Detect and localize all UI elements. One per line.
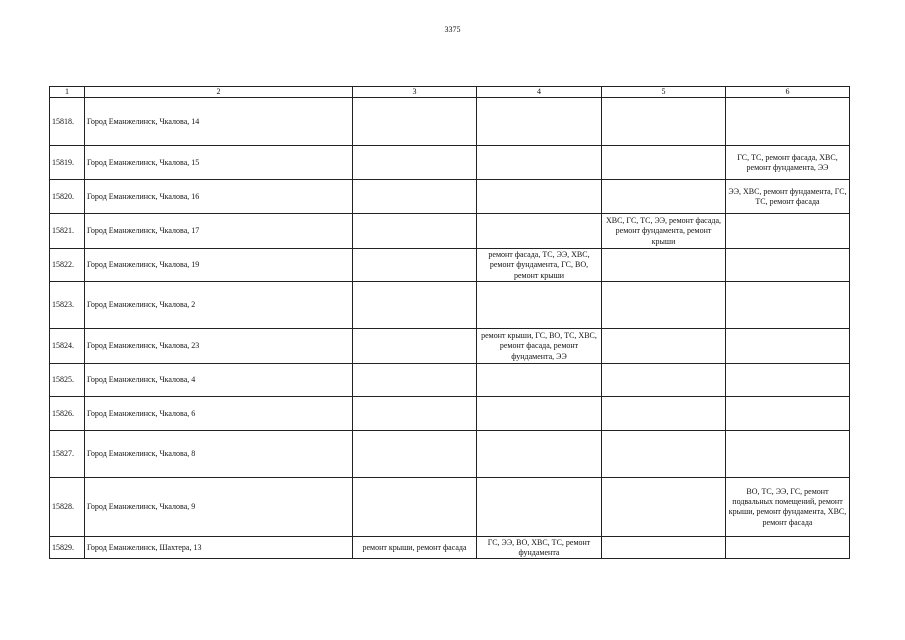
table-row bbox=[50, 397, 850, 431]
row-number: 15828. bbox=[50, 478, 85, 537]
row-col3 bbox=[353, 478, 477, 537]
row-col6 bbox=[726, 397, 850, 431]
row-col6 bbox=[726, 98, 850, 146]
row-col5 bbox=[602, 397, 726, 431]
row-col4: ГС, ЭЭ, ВО, ХВС, ТС, ремонт фундамента bbox=[477, 537, 602, 559]
row-col4 bbox=[477, 146, 602, 180]
row-col5 bbox=[602, 329, 726, 364]
column-header-5: 5 bbox=[602, 87, 726, 98]
row-number: 15819. bbox=[50, 146, 85, 180]
row-col6 bbox=[726, 249, 850, 282]
row-col4 bbox=[477, 180, 602, 214]
row-number: 15825. bbox=[50, 364, 85, 397]
table-row bbox=[50, 214, 850, 249]
row-col3 bbox=[353, 364, 477, 397]
row-col5 bbox=[602, 537, 726, 559]
table-row bbox=[50, 329, 850, 364]
column-header-2: 2 bbox=[85, 87, 353, 98]
row-col3: ремонт крыши, ремонт фасада bbox=[353, 537, 477, 559]
row-col5 bbox=[602, 431, 726, 478]
row-address: Город Еманжелинск, Чкалова, 17 bbox=[85, 214, 353, 249]
row-address: Город Еманжелинск, Чкалова, 4 bbox=[85, 364, 353, 397]
row-col5 bbox=[602, 180, 726, 214]
row-col5 bbox=[602, 98, 726, 146]
page-number: 3375 bbox=[444, 25, 461, 34]
row-col6 bbox=[726, 431, 850, 478]
row-col5 bbox=[602, 249, 726, 282]
table-row bbox=[50, 180, 850, 214]
row-col3 bbox=[353, 249, 477, 282]
column-header-4: 4 bbox=[477, 87, 602, 98]
table-row bbox=[50, 98, 850, 146]
row-col3 bbox=[353, 98, 477, 146]
row-col5 bbox=[602, 478, 726, 537]
row-number: 15824. bbox=[50, 329, 85, 364]
table-header-row bbox=[50, 87, 850, 98]
row-col4: ремонт крыши, ГС, ВО, ТС, ХВС, ремонт фасада, ремонт фундамента, ЭЭ bbox=[477, 329, 602, 364]
row-number: 15820. bbox=[50, 180, 85, 214]
table-row bbox=[50, 537, 850, 559]
row-col4 bbox=[477, 397, 602, 431]
row-col3 bbox=[353, 431, 477, 478]
row-address: Город Еманжелинск, Чкалова, 9 bbox=[85, 478, 353, 537]
row-address: Город Еманжелинск, Чкалова, 23 bbox=[85, 329, 353, 364]
column-header-3: 3 bbox=[353, 87, 477, 98]
row-col6 bbox=[726, 282, 850, 329]
table-row bbox=[50, 364, 850, 397]
row-col3 bbox=[353, 214, 477, 249]
table-row bbox=[50, 249, 850, 282]
row-col4 bbox=[477, 98, 602, 146]
row-col3 bbox=[353, 282, 477, 329]
row-col4 bbox=[477, 214, 602, 249]
row-number: 15822. bbox=[50, 249, 85, 282]
row-address: Город Еманжелинск, Шахтера, 13 bbox=[85, 537, 353, 559]
row-number: 15823. bbox=[50, 282, 85, 329]
table-row bbox=[50, 431, 850, 478]
row-number: 15826. bbox=[50, 397, 85, 431]
row-number: 15827. bbox=[50, 431, 85, 478]
row-col6 bbox=[726, 364, 850, 397]
row-address: Город Еманжелинск, Чкалова, 19 bbox=[85, 249, 353, 282]
row-col5 bbox=[602, 364, 726, 397]
row-address: Город Еманжелинск, Чкалова, 15 bbox=[85, 146, 353, 180]
row-number: 15821. bbox=[50, 214, 85, 249]
row-col6: ВО, ТС, ЭЭ, ГС, ремонт подвальных помещений, ремонт крыши, ремонт фундамента, ХВС, ремонт фасада bbox=[726, 478, 850, 537]
column-header-1: 1 bbox=[50, 87, 85, 98]
row-number: 15818. bbox=[50, 98, 85, 146]
row-address: Город Еманжелинск, Чкалова, 14 bbox=[85, 98, 353, 146]
row-col4: ремонт фасада, ТС, ЭЭ, ХВС, ремонт фундамента, ГС, ВО, ремонт крыши bbox=[477, 249, 602, 282]
row-number: 15829. bbox=[50, 537, 85, 559]
row-col5: ХВС, ГС, ТС, ЭЭ, ремонт фасада, ремонт фундамента, ремонт крыши bbox=[602, 214, 726, 249]
row-address: Город Еманжелинск, Чкалова, 16 bbox=[85, 180, 353, 214]
row-col3 bbox=[353, 180, 477, 214]
row-address: Город Еманжелинск, Чкалова, 6 bbox=[85, 397, 353, 431]
row-col6: ЭЭ, ХВС, ремонт фундамента, ГС, ТС, ремонт фасада bbox=[726, 180, 850, 214]
row-address: Город Еманжелинск, Чкалова, 8 bbox=[85, 431, 353, 478]
row-col6 bbox=[726, 537, 850, 559]
row-col5 bbox=[602, 146, 726, 180]
table-row bbox=[50, 146, 850, 180]
row-col3 bbox=[353, 397, 477, 431]
row-col4 bbox=[477, 431, 602, 478]
row-col3 bbox=[353, 146, 477, 180]
row-col6: ГС, ТС, ремонт фасада, ХВС, ремонт фундамента, ЭЭ bbox=[726, 146, 850, 180]
table-row bbox=[50, 282, 850, 329]
row-col4 bbox=[477, 364, 602, 397]
row-col6 bbox=[726, 214, 850, 249]
row-col4 bbox=[477, 282, 602, 329]
row-col3 bbox=[353, 329, 477, 364]
row-col4 bbox=[477, 478, 602, 537]
row-col5 bbox=[602, 282, 726, 329]
repair-registry-table bbox=[49, 86, 850, 559]
column-header-6: 6 bbox=[726, 87, 850, 98]
table-row bbox=[50, 478, 850, 537]
row-address: Город Еманжелинск, Чкалова, 2 bbox=[85, 282, 353, 329]
row-col6 bbox=[726, 329, 850, 364]
